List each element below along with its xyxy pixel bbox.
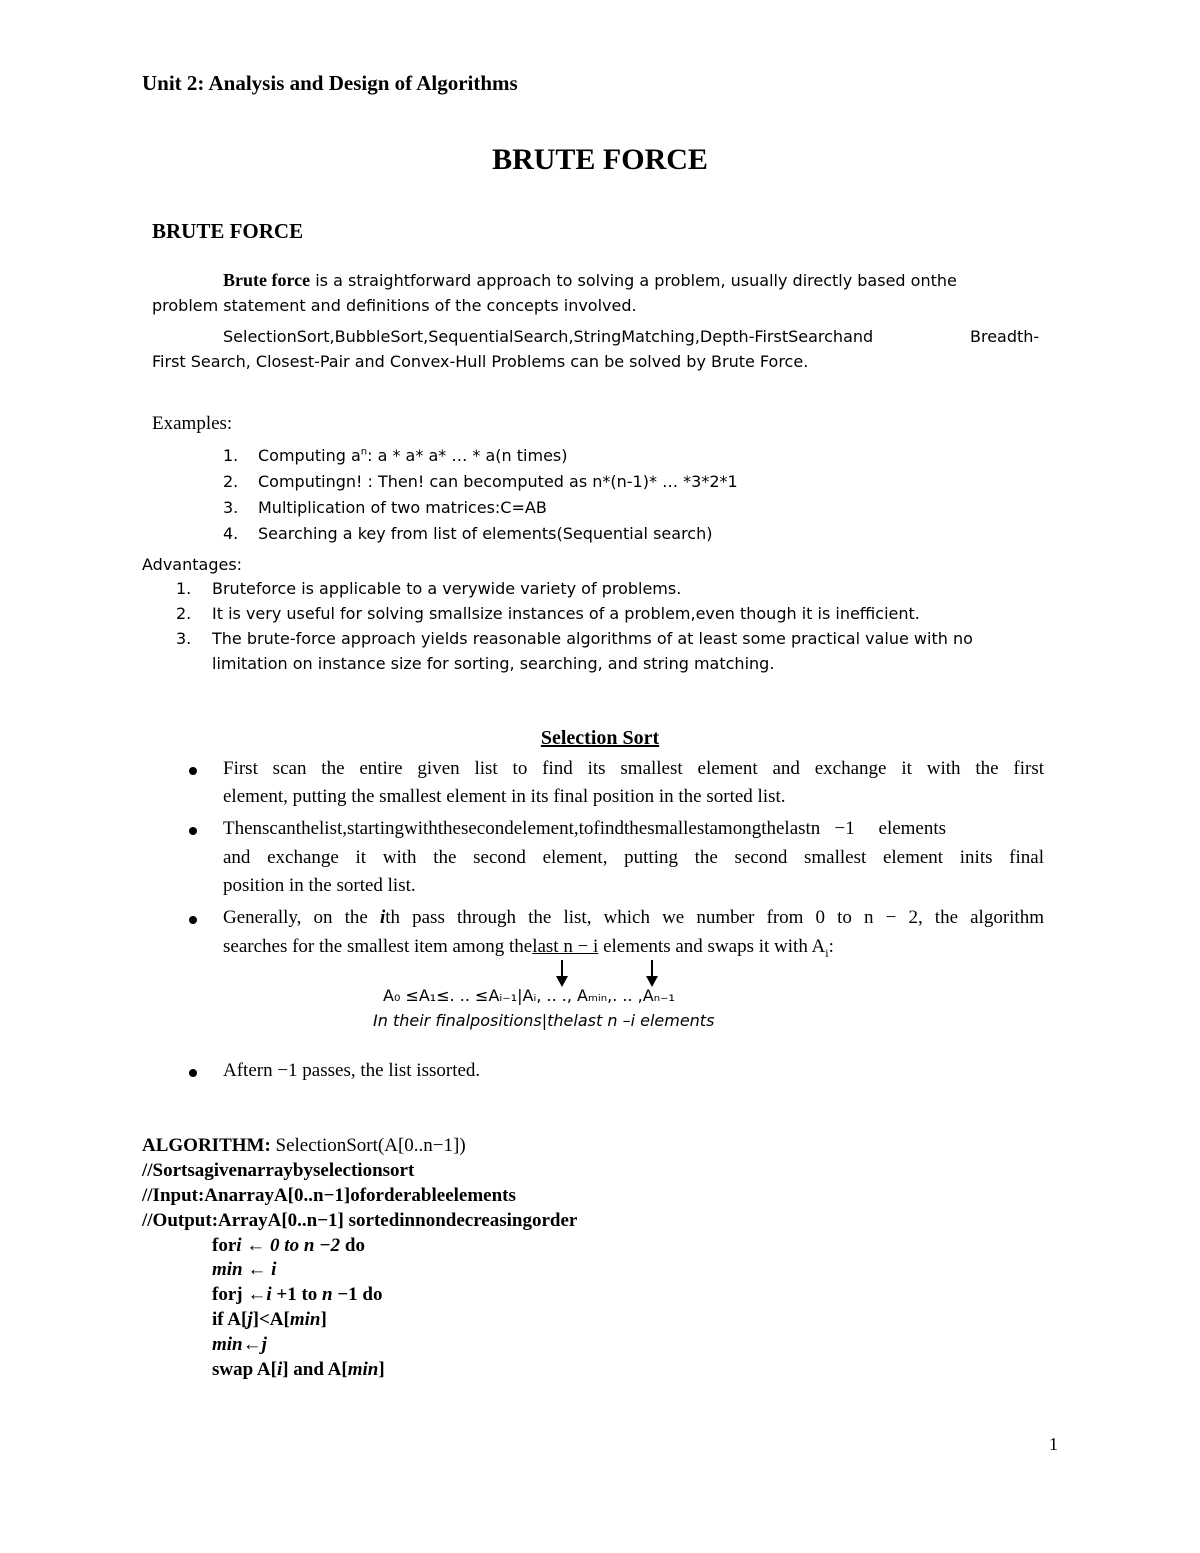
section-heading: BRUTE FORCE [152,219,304,243]
formula-line-1: A₀ ≤A₁≤. .. ≤Aᵢ₋₁|Aᵢ, .. ., Aₘᵢₙ,. .. ,Aₙ₋₁ [383,986,675,1005]
bullet-4-line-1: Aftern −1 passes, the list issorted. [223,1060,481,1081]
code-var: min [289,1309,321,1330]
bullet-3-var: i [379,907,386,928]
code-keyword: swap A[ [212,1359,277,1380]
code-var: i [276,1359,283,1380]
code-expr: i ← 0 to n −2 [236,1235,341,1256]
code-keyword: ]<A[ [252,1309,290,1330]
intro-line-2: problem statement and definitions of the concepts involved. [152,296,637,315]
bullet-3-underlined: last n − i [532,936,599,957]
algorithm-label: ALGORITHM: [142,1135,271,1156]
bullet-icon [189,827,197,835]
list-item: Multiplication of two matrices:C=AB [258,498,547,517]
down-arrow-icon [555,960,569,988]
example-text: : a * a* a* … * a(n times) [367,446,568,465]
bullet-3-text: th pass through the list, which we number from 0 to n − 2, the algorithm [385,907,1044,928]
algorithm-signature [142,1135,466,1157]
bullet-3-text: elements and swaps it with A [598,936,826,957]
code-keyword: do [340,1235,365,1256]
list-item: Bruteforce is applicable to a verywide variety of problems. [212,579,682,598]
bullet-2-line-2: and exchange it with the second element, putting the second smallest element inits final [223,847,1044,868]
list-item-number: 2. [176,604,192,623]
list-item-number: 2. [223,472,239,491]
list-item-continuation: limitation on instance size for sorting, searching, and string matching. [212,654,775,673]
code-line-5: min←j [212,1334,267,1355]
list-item-number: 1. [176,579,192,598]
intro-line-3: SelectionSort,BubbleSort,SequentialSearch,StringMatching,Depth-FirstSearchand [223,327,874,346]
code-line-2: min ← i [212,1259,277,1280]
bullet-1-line-2: element, putting the smallest element in its final position in the sorted list. [223,786,786,807]
list-item: It is very useful for solving smallsize instances of a problem,even though it is inefficient. [212,604,920,623]
intro-term: Brute force [223,270,311,290]
bullet-3-text: Generally, on the [223,907,380,928]
code-keyword: forj ← [212,1284,267,1305]
algorithm-name: SelectionSort(A[0..n−1]) [270,1135,466,1156]
code-keyword: ] [378,1359,385,1380]
examples-label: Examples: [152,413,233,434]
algorithm-comment: //Input:AnarrayA[0..n−1]oforderableelements [142,1185,516,1206]
code-var: j [247,1309,253,1330]
code-line-1 [212,1235,365,1257]
intro-line-1-text: is a straightforward approach to solving a problem, usually directly based onthe [310,271,957,290]
bullet-1-line-1: First scan the entire given list to find its smallest element and exchange it with the first [223,758,1044,779]
code-var: i [266,1284,272,1305]
intro-line-1 [223,270,957,291]
code-var: min [347,1359,379,1380]
code-keyword: if A[ [212,1309,248,1330]
algorithm-comment: //Sortsagivenarraybyselectionsort [142,1160,415,1181]
list-item: Searching a key from list of elements(Sequential search) [258,524,713,543]
code-line-6 [212,1359,385,1381]
bullet-3-subscript: i [825,945,829,960]
code-keyword: +1 to [271,1284,323,1305]
list-item: Computingn! : Then! can becomputed as n*(n-1)* … *3*2*1 [258,472,738,491]
code-var: n [322,1284,333,1305]
bullet-3-text: searches for the smallest item among the [223,936,533,957]
bullet-icon [189,1069,197,1077]
list-item-number: 3. [223,498,239,517]
bullet-2-line-3: position in the sorted list. [223,875,416,896]
intro-line-4: First Search, Closest-Pair and Convex-Hull Problems can be solved by Brute Force. [152,352,809,371]
code-line-3 [212,1284,383,1306]
bullet-2-line-1: Thenscanthelist,startingwiththesecondelement,tofindthesmallestamongthelastn −1 elements [223,818,947,839]
algorithm-comment: //Output:ArrayA[0..n−1] sortedinnondecreasingorder [142,1210,578,1231]
code-keyword: ] and A[ [282,1359,348,1380]
code-keyword: ] [320,1309,327,1330]
bullet-3-line-1 [223,907,1044,929]
list-item [258,446,568,465]
list-item-number: 3. [176,629,192,648]
list-item-number: 1. [223,446,239,465]
list-item-number: 4. [223,524,239,543]
advantages-label: Advantages: [142,555,243,574]
bullet-3-text: : [828,936,834,957]
code-keyword: for [212,1235,237,1256]
intro-line-3-end: Breadth- [970,327,1040,346]
down-arrow-icon [645,960,659,988]
bullet-icon [189,916,197,924]
formula-line-2: In their finalpositions|thelast n –i elements [373,1011,715,1030]
page-title: BRUTE FORCE [492,143,708,176]
list-item: The brute-force approach yields reasonable algorithms of at least some practical value with no [212,629,973,648]
code-line-4 [212,1309,327,1331]
selection-sort-heading: Selection Sort [540,727,660,749]
code-keyword: −1 do [332,1284,383,1305]
bullet-icon [189,767,197,775]
unit-title: Unit 2: Analysis and Design of Algorithms [142,71,518,95]
example-superscript: n [360,446,368,458]
page-number: 1 [1049,1434,1058,1454]
bullet-3-line-2 [223,936,834,961]
example-text: Computing a [258,446,361,465]
